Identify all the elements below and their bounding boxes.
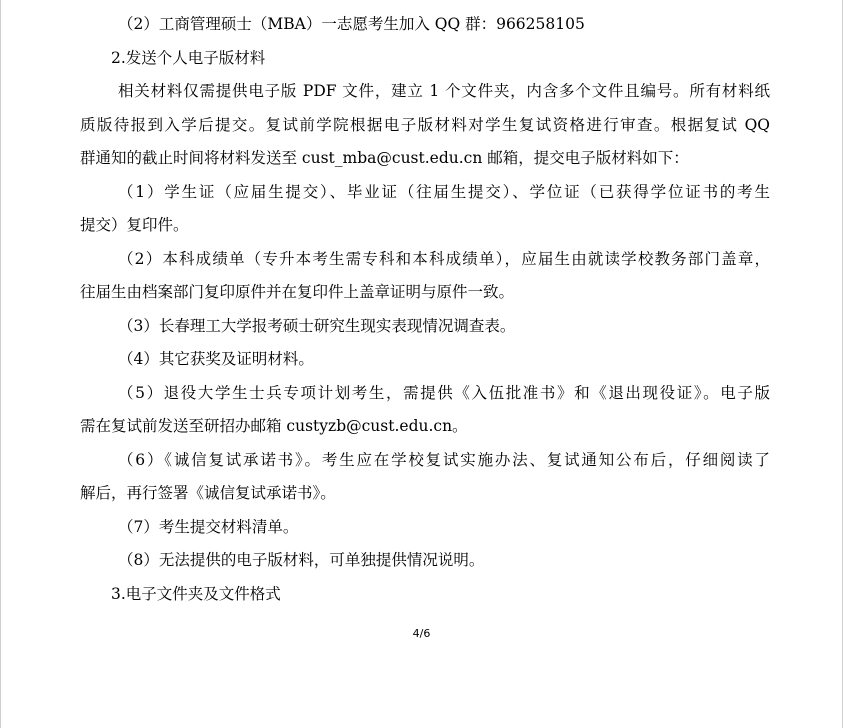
list-item-1: （1）学生证（应届生提交）、毕业证（往届生提交）、学位证（已获得学位证书的考生 bbox=[118, 182, 770, 201]
list-item-5-cont: 需在复试前发送至研招办邮箱 custyzb@cust.edu.cn。 bbox=[80, 417, 468, 435]
page-number: 4/6 bbox=[412, 627, 431, 640]
list-item-5: （5）退役大学生士兵专项计划考生，需提供《入伍批准书》和《退出现役证》。电子版 bbox=[118, 383, 770, 402]
list-item-6-cont: 解后，再行签署《诚信复试承诺书》。 bbox=[80, 484, 336, 502]
page-left-border bbox=[0, 0, 1, 728]
paragraph-line: 群通知的截止时间将材料发送至 cust_mba@cust.edu.cn 邮箱，提交电子版材料如下： bbox=[80, 149, 689, 167]
list-item-6: （6）《诚信复试承诺书》。考生应在学校复试实施办法、复试通知公布后，仔细阅读了 bbox=[118, 450, 770, 469]
qq-group-mba-line: （2）工商管理硕士（MBA）一志愿考生加入 QQ 群：966258105 bbox=[118, 15, 585, 33]
document-body bbox=[80, 8, 770, 611]
section-heading-2: 2.发送个人电子版材料 bbox=[111, 48, 266, 67]
list-item-8: （8）无法提供的电子版材料，可单独提供情况说明。 bbox=[118, 551, 485, 569]
list-item-4: （4）其它获奖及证明材料。 bbox=[118, 350, 314, 368]
list-item-3: （3）长春理工大学报考硕士研究生现实表现情况调查表。 bbox=[118, 316, 516, 335]
paragraph-line: 相关材料仅需提供电子版 PDF 文件，建立 1 个文件夹，内含多个文件且编号。所有材料纸 bbox=[118, 82, 770, 100]
list-item-2-cont: 往届生由档案部门复印原件并在复印件上盖章证明与原件一致。 bbox=[80, 283, 515, 301]
paragraph-line: 质版待报到入学后提交。复试前学院根据电子版材料对学生复试资格进行审查。根据复试 QQ bbox=[80, 115, 770, 134]
list-item-1-cont: 提交）复印件。 bbox=[80, 216, 189, 234]
list-item-7: （7）考生提交材料清单。 bbox=[118, 517, 299, 536]
section-heading-3: 3.电子文件夹及文件格式 bbox=[111, 584, 281, 603]
list-item-2: （2）本科成绩单（专升本考生需专科和本科成绩单），应届生由就读学校教务部门盖章， bbox=[118, 249, 770, 268]
